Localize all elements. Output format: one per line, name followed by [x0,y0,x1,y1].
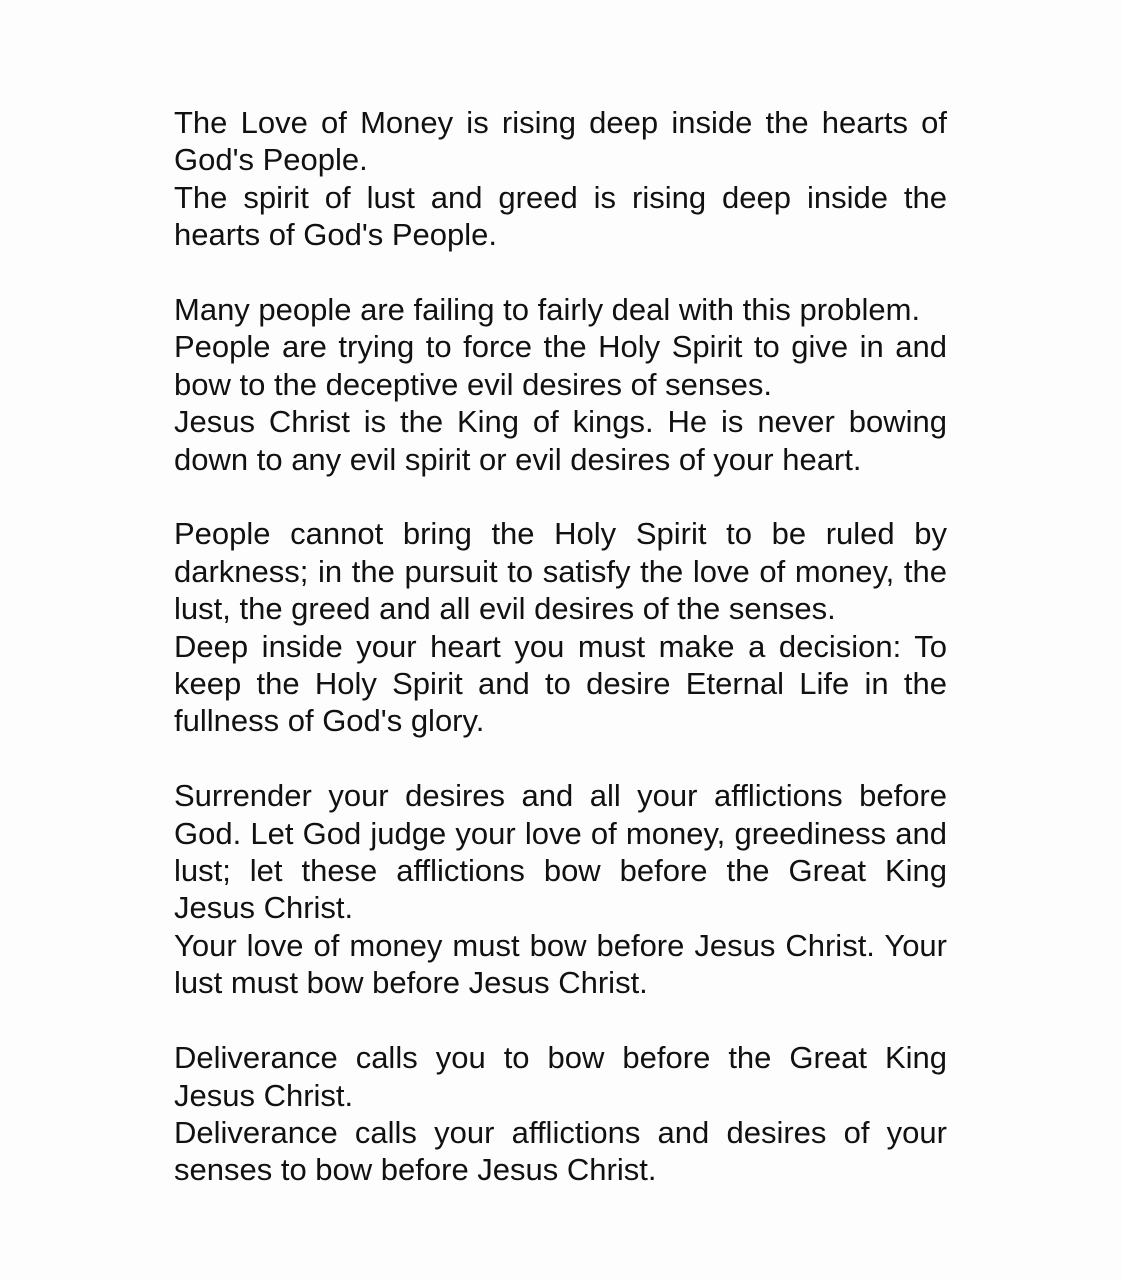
text-line: Deliverance calls you to bow before the Great King Jesus Christ. [174,1040,947,1113]
text-line: The Love of Money is rising deep inside the hearts of God's People. [174,105,947,178]
document-text [174,104,947,1189]
text-line: People are trying to force the Holy Spirit to give in and bow to the deceptive evil desires of senses. [174,329,947,402]
text-line: People cannot bring the Holy Spirit to be ruled by darkness; in the pursuit to satisfy the love of money, the lust, the greed and all evil desires of the senses. [174,516,947,627]
text-line: Many people are failing to fairly deal with this problem. [174,292,921,328]
paragraph-surrender [174,777,947,1001]
text-line: Surrender your desires and all your afflictions before God. Let God judge your love of money, greediness and lust; let these afflictions bow before the Great King Jesus Christ. [174,778,947,926]
paragraph-deliverance [174,1039,947,1189]
text-line: Your love of money must bow before Jesus Christ. Your lust must bow before Jesus Christ. [174,927,947,1001]
text-line: Deliverance calls your afflictions and desires of your senses to bow before Jesus Christ. [174,1114,947,1188]
text-line: Jesus Christ is the King of kings. He is never bowing down to any evil spirit or evil desires of your heart. [174,404,947,477]
text-line: The spirit of lust and greed is rising deep inside the hearts of God's People. [174,179,947,253]
text-line: Deep inside your heart you must make a decision: To keep the Holy Spirit and to desire Eternal Life in the fullness of God's glory. [174,628,947,739]
paragraph-love-of-money [174,104,947,254]
paragraph-decision [174,515,947,739]
paragraph-holy-spirit [174,291,947,478]
